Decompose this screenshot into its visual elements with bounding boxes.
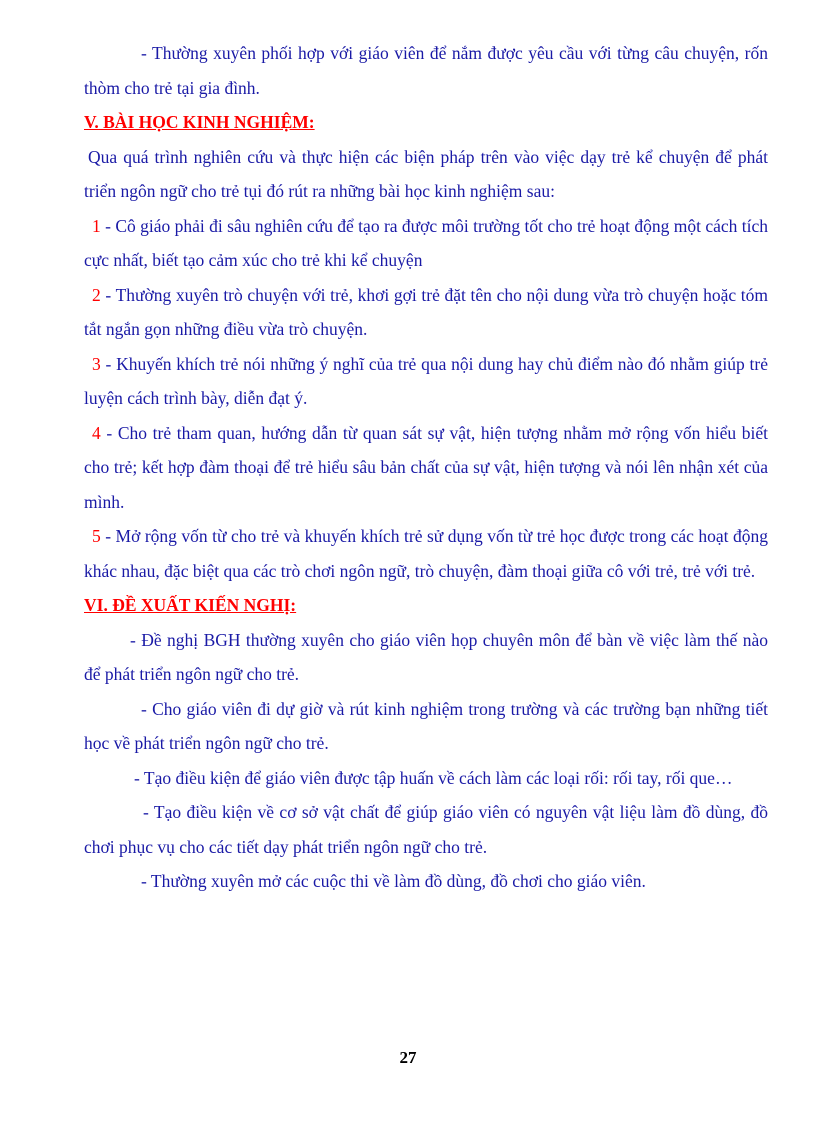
lesson-item (84, 347, 768, 416)
lesson-item (84, 416, 768, 520)
lesson-item-number: 5 (92, 526, 101, 546)
lesson-item-number: 1 (92, 215, 101, 236)
proposal-paragraph: - Tạo điều kiện để giáo viên được tập huấn về cách làm các loại rối: rối tay, rối que… (134, 767, 733, 788)
lesson-item-number: 4 (92, 422, 101, 443)
section-heading-proposals: VI. ĐỀ XUẤT KIẾN NGHỊ: (84, 595, 297, 615)
proposal-paragraph: - Tạo điều kiện về cơ sở vật chất để giúp giáo viên có nguyên vật liệu làm đồ dùng, đồ chơi phục vụ cho các tiết dạy phát triển ngôn ngữ cho trẻ. (84, 802, 768, 857)
section-heading-lessons: V. BÀI HỌC KINH NGHIỆM: (84, 112, 315, 132)
lesson-item-text: - Cô giáo phải đi sâu nghiên cứu để tạo ra được môi trường tốt cho trẻ hoạt động một cách tích cực nhất, biết tạo cảm xúc cho trẻ khi kể chuyện (84, 215, 769, 270)
proposal-paragraph: - Cho giáo viên đi dự giờ và rút kinh nghiệm trong trường và các trường bạn những tiết học về phát triển ngôn ngữ cho trẻ. (84, 698, 768, 753)
lesson-item-text: - Mở rộng vốn từ cho trẻ và khuyến khích trẻ sử dụng vốn từ trẻ học được trong các hoạt động khác nhau, đặc biệt qua các trò chơi ngôn ngữ, trò chuyện, đàm thoại giữa cô với trẻ, trẻ với trẻ. (84, 526, 769, 581)
proposal-paragraph: - Thường xuyên mở các cuộc thi về làm đồ dùng, đồ chơi cho giáo viên. (141, 871, 646, 891)
lesson-item-number: 3 (92, 353, 101, 374)
lesson-item-number: 2 (92, 284, 101, 305)
lessons-intro-paragraph: Qua quá trình nghiên cứu và thực hiện các biện pháp trên vào việc dạy trẻ kể chuyện để phát triển ngôn ngữ cho trẻ tụi đó rút ra những bài học kinh nghiệm sau: (84, 146, 768, 201)
lesson-item-text: - Cho trẻ tham quan, hướng dẫn từ quan sát sự vật, hiện tượng nhằm mở rộng vốn hiểu biết cho trẻ; kết hợp đàm thoại để trẻ hiểu sâu bản chất của sự vật, hiện tượng và nói lên nhận xét của mình. (84, 422, 768, 512)
document-body (84, 36, 768, 899)
page-number: 27 (399, 1048, 417, 1067)
lesson-item-text: - Thường xuyên trò chuyện với trẻ, khơi gợi trẻ đặt tên cho nội dung vừa trò chuyện hoặc tóm tắt ngắn gọn những điều vừa trò chuyện. (84, 284, 768, 339)
lesson-item (84, 519, 768, 588)
lesson-item (84, 278, 768, 347)
proposal-paragraph: - Đề nghị BGH thường xuyên cho giáo viên họp chuyên môn để bàn về việc làm thế nào để phát triển ngôn ngữ cho trẻ. (84, 629, 768, 684)
lesson-item (84, 209, 768, 278)
intro-paragraph: - Thường xuyên phối hợp với giáo viên để nắm được yêu cầu với từng câu chuyện, rốn thòm cho trẻ tại gia đình. (84, 43, 768, 98)
lesson-item-text: - Khuyến khích trẻ nói những ý nghĩ của trẻ qua nội dung hay chủ điểm nào đó nhằm giúp trẻ luyện cách trình bày, diễn đạt ý. (84, 353, 768, 408)
